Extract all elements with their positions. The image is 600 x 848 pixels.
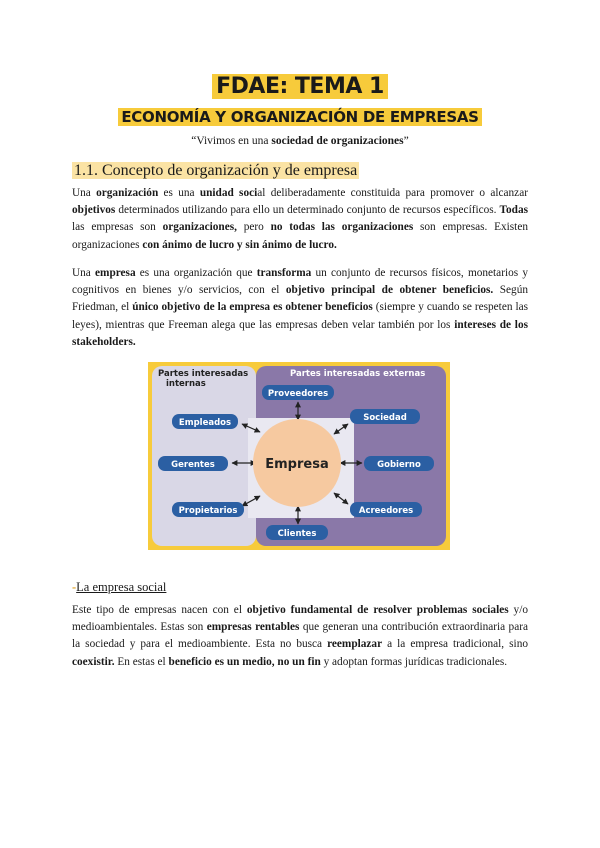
node-gerentes — [158, 456, 228, 471]
svg-text:Gerentes: Gerentes — [171, 460, 215, 470]
external-header: Partes interesadas externas — [290, 369, 426, 379]
node-clientes — [266, 525, 328, 540]
paragraph-empresa: Una empresa es una organización que transforma un conjunto de recursos físicos, monetarios y cognitivos en bienes y/o servicios, con el objetivo principal de obtener beneficios. Según Friedman, el único objetivo de la empresa es obtener beneficios (siempre y cuando se respeten las leyes), mientras que Freeman alega que las empresas deben velar también por los intereses de los stakeholders. — [72, 267, 528, 348]
section-heading: 1.1. Concepto de organización y de empresa — [74, 162, 358, 179]
node-acreedores — [350, 502, 422, 517]
internal-header: Partes interesadas — [158, 369, 249, 379]
svg-text:Clientes: Clientes — [277, 529, 317, 539]
paragraph-organizacion: Una organización es una unidad social deliberadamente constituida para promover o alcanzar objetivos determinados utilizando para ello un determinado conjunto de recursos específicos. Todas las empresas son organizaciones, pero no todas las organizaciones son empresas. Existen organizaciones con ánimo de lucro y sin ánimo de lucro. — [72, 187, 528, 251]
svg-text:Sociedad: Sociedad — [363, 413, 407, 423]
center-label: Empresa — [265, 457, 329, 472]
stakeholders-diagram — [148, 362, 450, 550]
subsection-heading: -La empresa social — [72, 580, 167, 594]
quote: “Vivimos en una sociedad de organizaciones” — [191, 135, 409, 147]
svg-text:Proveedores: Proveedores — [267, 389, 329, 399]
node-proveedores — [262, 385, 334, 400]
paragraph-empresa-social: Este tipo de empresas nacen con el objetivo fundamental de resolver problemas sociales y/o medioambientales. Estas son empresas rentables que generan una contribución extraordinaria para la sociedad y para el medioambiente. Esta no busca reemplazar a la empresa tradicional, sino coexistir. En estas el beneficio es un medio, no un fin y adoptan formas jurídicas tradicionales. — [72, 604, 528, 668]
svg-text:Acreedores: Acreedores — [358, 506, 414, 516]
node-sociedad — [350, 409, 420, 424]
svg-text:Gobierno: Gobierno — [377, 460, 421, 470]
document-subtitle: ECONOMÍA Y ORGANIZACIÓN DE EMPRESAS — [0, 108, 600, 126]
svg-text:Propietarios: Propietarios — [178, 506, 238, 516]
document-title: FDAE: TEMA 1 — [0, 74, 600, 99]
internal-header-2: internas — [166, 379, 206, 389]
node-propietarios — [172, 502, 244, 517]
svg-text:Empleados: Empleados — [178, 418, 232, 428]
node-empleados — [172, 414, 238, 429]
node-gobierno — [364, 456, 434, 471]
